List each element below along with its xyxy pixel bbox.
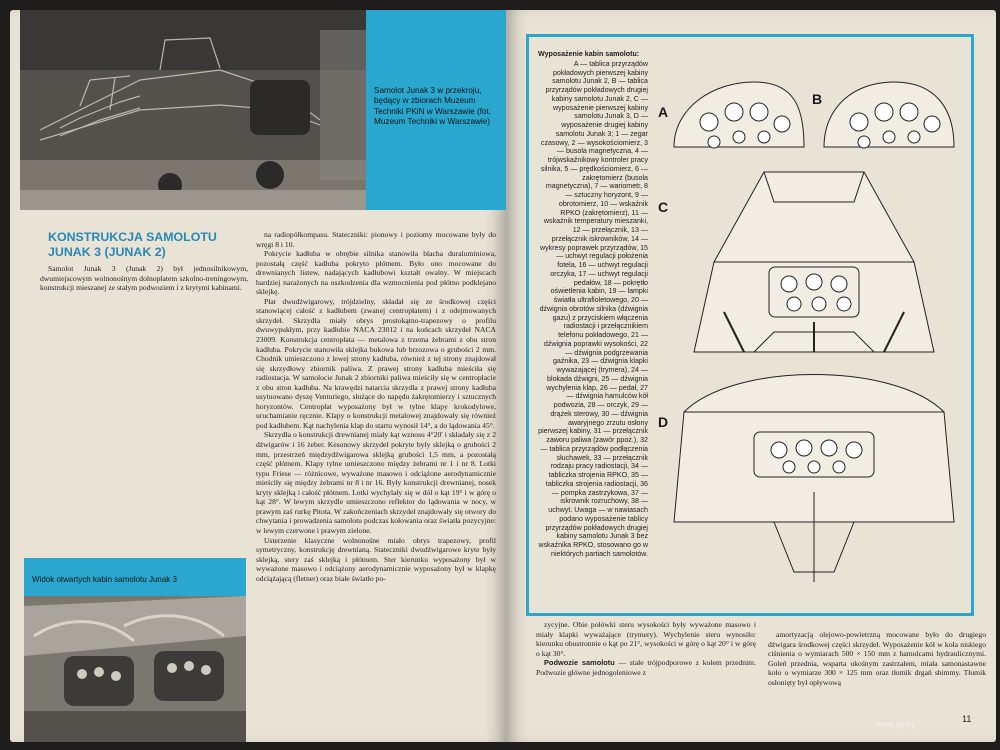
top-photo-caption-box xyxy=(366,10,506,210)
cockpit-diagrams xyxy=(654,52,972,612)
right-column-2 xyxy=(768,630,986,730)
cockpit-photo-illustration xyxy=(24,596,246,742)
legend-title: Wyposażenie kabin samolotu: xyxy=(538,50,640,58)
right-column-1 xyxy=(536,620,756,730)
left-column-2 xyxy=(256,230,496,710)
top-photo-caption: Samolot Junak 3 w przekroju, będący w zbiorach Muzeum Techniki PKiN w Warszawie (fot. Muzeum Techniki w Warszawie) xyxy=(374,86,492,127)
paragraph: Usterzenie klasyczne wolnonośne miało obrys trapezowy, profil symetryczny, konstrukcję drewnianą. Stateczniki dwudźwigarowe kryte były sklejką, stery zaś sklejką i płótnem. Ster kierunku wyposażony był w wyważone masowo i odciążony aerodynamicznie wyposażony był w klapkę odciążającą (fletner) oraz białe światło po- xyxy=(256,535,496,583)
cockpit-equipment-legend xyxy=(538,50,648,620)
paragraph: Pokrycie kadłuba w obrębie silnika stanowiła blacha duraluminiowa, pozostałą część kadłuba pokryto płótnem. Było ono mocowane do drewnianych listew, nadających kadłubowi kształt owalny. W miejscach bardziej narażonych na uszkodzenia dla wzmocnienia pod płótno podklejano sklejkę. xyxy=(256,249,496,297)
aircraft-frame-illustration xyxy=(20,10,366,210)
top-photo-aircraft-cutaway xyxy=(20,10,366,210)
page-number: 11 xyxy=(962,714,972,724)
bottom-photo-caption: Widok otwartych kabin samolotu Junak 3 xyxy=(32,575,177,584)
cockpit-diagram-drawing xyxy=(654,52,972,612)
paragraph: Samolot Junak 3 (Junak 2) był jednosilnikowym, dwumiejscowym wolnonośnym dolnopłatem szkolno-treningowym, konstrukcji mieszanej ze stałym podwoziem i z krytymi kabinami. xyxy=(40,264,248,293)
bottom-photo-open-cockpits xyxy=(24,596,246,742)
paragraph: na radiopółkompasu. Stateczniki: pionowy i poziomy mocowane były do wręgi 8 i 10. xyxy=(256,230,496,249)
magazine-spread xyxy=(6,4,996,748)
diagram-letter-a: A xyxy=(658,104,669,120)
diagram-letter-c: C xyxy=(658,199,669,215)
left-page xyxy=(10,10,506,742)
diagram-letter-d: D xyxy=(658,414,669,430)
article-heading: KONSTRUKCJA SAMOLOTU JUNAK 3 (JUNAK 2) xyxy=(48,230,217,259)
paragraph: zycyjne. Obie połówki steru wysokości były wyważone masowo i miały klapki wyważające (trymery). Wychylenie steru wynosiło: kierunku obustronnie o kąt po 21°, wysokości w górę o kąt 20° i w górę o kąt 30°. xyxy=(536,620,756,658)
diagram-letter-b: B xyxy=(812,91,823,107)
watermark: www.ay.by xyxy=(876,720,916,729)
legend-text: A — tablica przyrządów pokładowych pierwszej kabiny samolotu Junak 2, B — tablica przyrządów pokładowych drugiej kabiny samolotu Junak 2, C — wyposażenie pierwszej kabiny samolotu Junak 3, D — wyposażenie drugiej kabiny samolotu Junak 3; 1 — zegar czasowy, 2 — wysokościomierz, 3 — busola magnetyczna, 4 — trójwskaźnikowy kontroler pracy silnika, 5 — prędkościomierz, 6 — zakrętomierz (busola magnetyczna), 7 — wariometr, 8 — sztuczny horyzont, 9 — obrotomierz, 10 — wskaźnik RPKO (zakrętomierz), 11 — wskaźnik temperatury mieszanki, 12 — przełącznik, 13 — przełącznik iskrowników, 14 — wykresy poprawek przyrządów, 15 — uchwyt regulacji położenia fotela, 16 — uchwyt regulacji orczyka, 17 — uchwyt regulacji pedałów, 18 — pokrętło oświetlenia kabin, 19 — lampki światła ultrafioletowego, 20 — dźwignia obrotów silnika (dźwignia gazu) z przyciskiem włączenia radiostacji i przełącznikiem telefonu pokładowego, 21 — dźwignia poprawki wysokości, 22 — dźwignia podgrzewania gaźnika, 23 — dźwignia klapki wyważającej (trymera), 24 — blokada dźwigni, 25 — dźwignia wychylenia klap, 26 — pedał, 27 — dźwignia hamulców kół podwozia, 28 — orczyk, 29 — drążek sterowy, 30 — dźwignia awaryjnego zrzutu osłony pierwszej kabiny, 31 — przełącznik zaworu paliwa (zawór ppoż.), 32 — tablica przyrządów podłączenia słuchawek, 33 — przełącznik rodzaju pracy radiostacji, 34 — tabliczka strojenia RPKO, 35 — tabliczka strojenia radiostacji, 36 — pompka zastrzykowa, 37 — iskrownik rozruchowy, 38 — uchwyt. Uwaga — w nawiasach podano wyposażenie tablicy przyrządów pokładowych drugiej kabiny samolotu Junak 3 bez wskaźnika RPKO, stosowano go w niektórych partiach samolotów. xyxy=(538,59,648,558)
bottom-photo-caption-box xyxy=(24,558,246,596)
right-page xyxy=(506,10,996,742)
paragraph: Podwozie samolotu — stałe trójpodporowe z kołem przednim. Podwozie główne jednogoleniowe z xyxy=(536,658,756,677)
paragraph: Płat dwudźwigarowy, trójdzielny, składał się ze środkowej części stanowiącej całość z kadłubem (zwanej centropłatem) i z odejmowanych skrzydeł. Skrzydła miały obrys prostokątno-trapezowy o profilu dwuwypukłym, przy kadłubie NACA 23012 i na końcach skrzydeł NACA 23009. Konstrukcja centropłata — metalowa z trzema żebrami z obu stron kadłuba. Pokrycie stanowiła sklejka bukowa lub brzozowa o grubości 2 mm. Chodnik umieszczono z lewej strony kadłuba, również z tej strony znajdował się skrzydłowy zbiornik paliwa. Z prawej strony kadłuba mieściła się radiostacja. W samolocie Junak 2 zbiorniki paliwa mieściły się w centropłacie z obu stron kadłuba. Na krawędzi natarcia skrzydła z prawej strony kadłuba usytuowano dyszę Venturiego, służące do napędu żakrętomierzy i sztucznych horyzontów. Centropłat wyposażony był w tylne klapy krokodylowe, uruchamianie ręcznie. Klapy o konstrukcji metalowej znajdowały się również pod kadłubem. Kąt nachylenia klap do startu wynosił 14°, a do lądowania 45°. xyxy=(256,296,496,430)
paragraph: amortyzacją olejowo-powietrzną mocowane było do drugiego dźwigara środkowej części skrzydeł. Wyposażenie kół w koła niskiego ciśnienia o wymiarach 500 × 150 mm z hamulcami hydraulicznymi. Goleń przednia, wsparta ukośnym zastrzałem, miała samonastawne koło o wymiarze 300 × 125 mm oraz tłumik drgań shimmy. Tłumik osłonięty był opływową xyxy=(768,630,986,687)
left-column-1 xyxy=(40,264,248,554)
paragraph: Skrzydła o konstrukcji drewnianej miały kąt wznosu 4°20' i składały się z 2 dźwigarów i 16 żeber. Kesonowy skrzydeł pokryte były sklejką o grubości 2 mm, przestrzeń międzydźwigarowa sklejką grubości 1,5 mm, a pozostałą część płótnem. Klapy tylne umieszczono między żebrami nr 1 i nr 8. Lotki typu Friese — różnicowe, wyważone masowo i odciążone aerodynamicznie mieściły się między żebrami nr 8 i nr 16. Były konstrukcji drewnianej, nosek kryty sklejką i całość płótnem. Lotki wychylały się w dół o kąt 19° i w górę o kąt 28°. W lewym skrzydle umieszczono reflektor do lądowania w nocy, w prawym zaś rurkę Pitota. W zakończeniach skrzydeł znajdowały się otwory do chwytania i prowadzenia samolotu podczas kołowania oraz światła pozycyjne: w lewym czerwone i prawym zielone. xyxy=(256,430,496,535)
